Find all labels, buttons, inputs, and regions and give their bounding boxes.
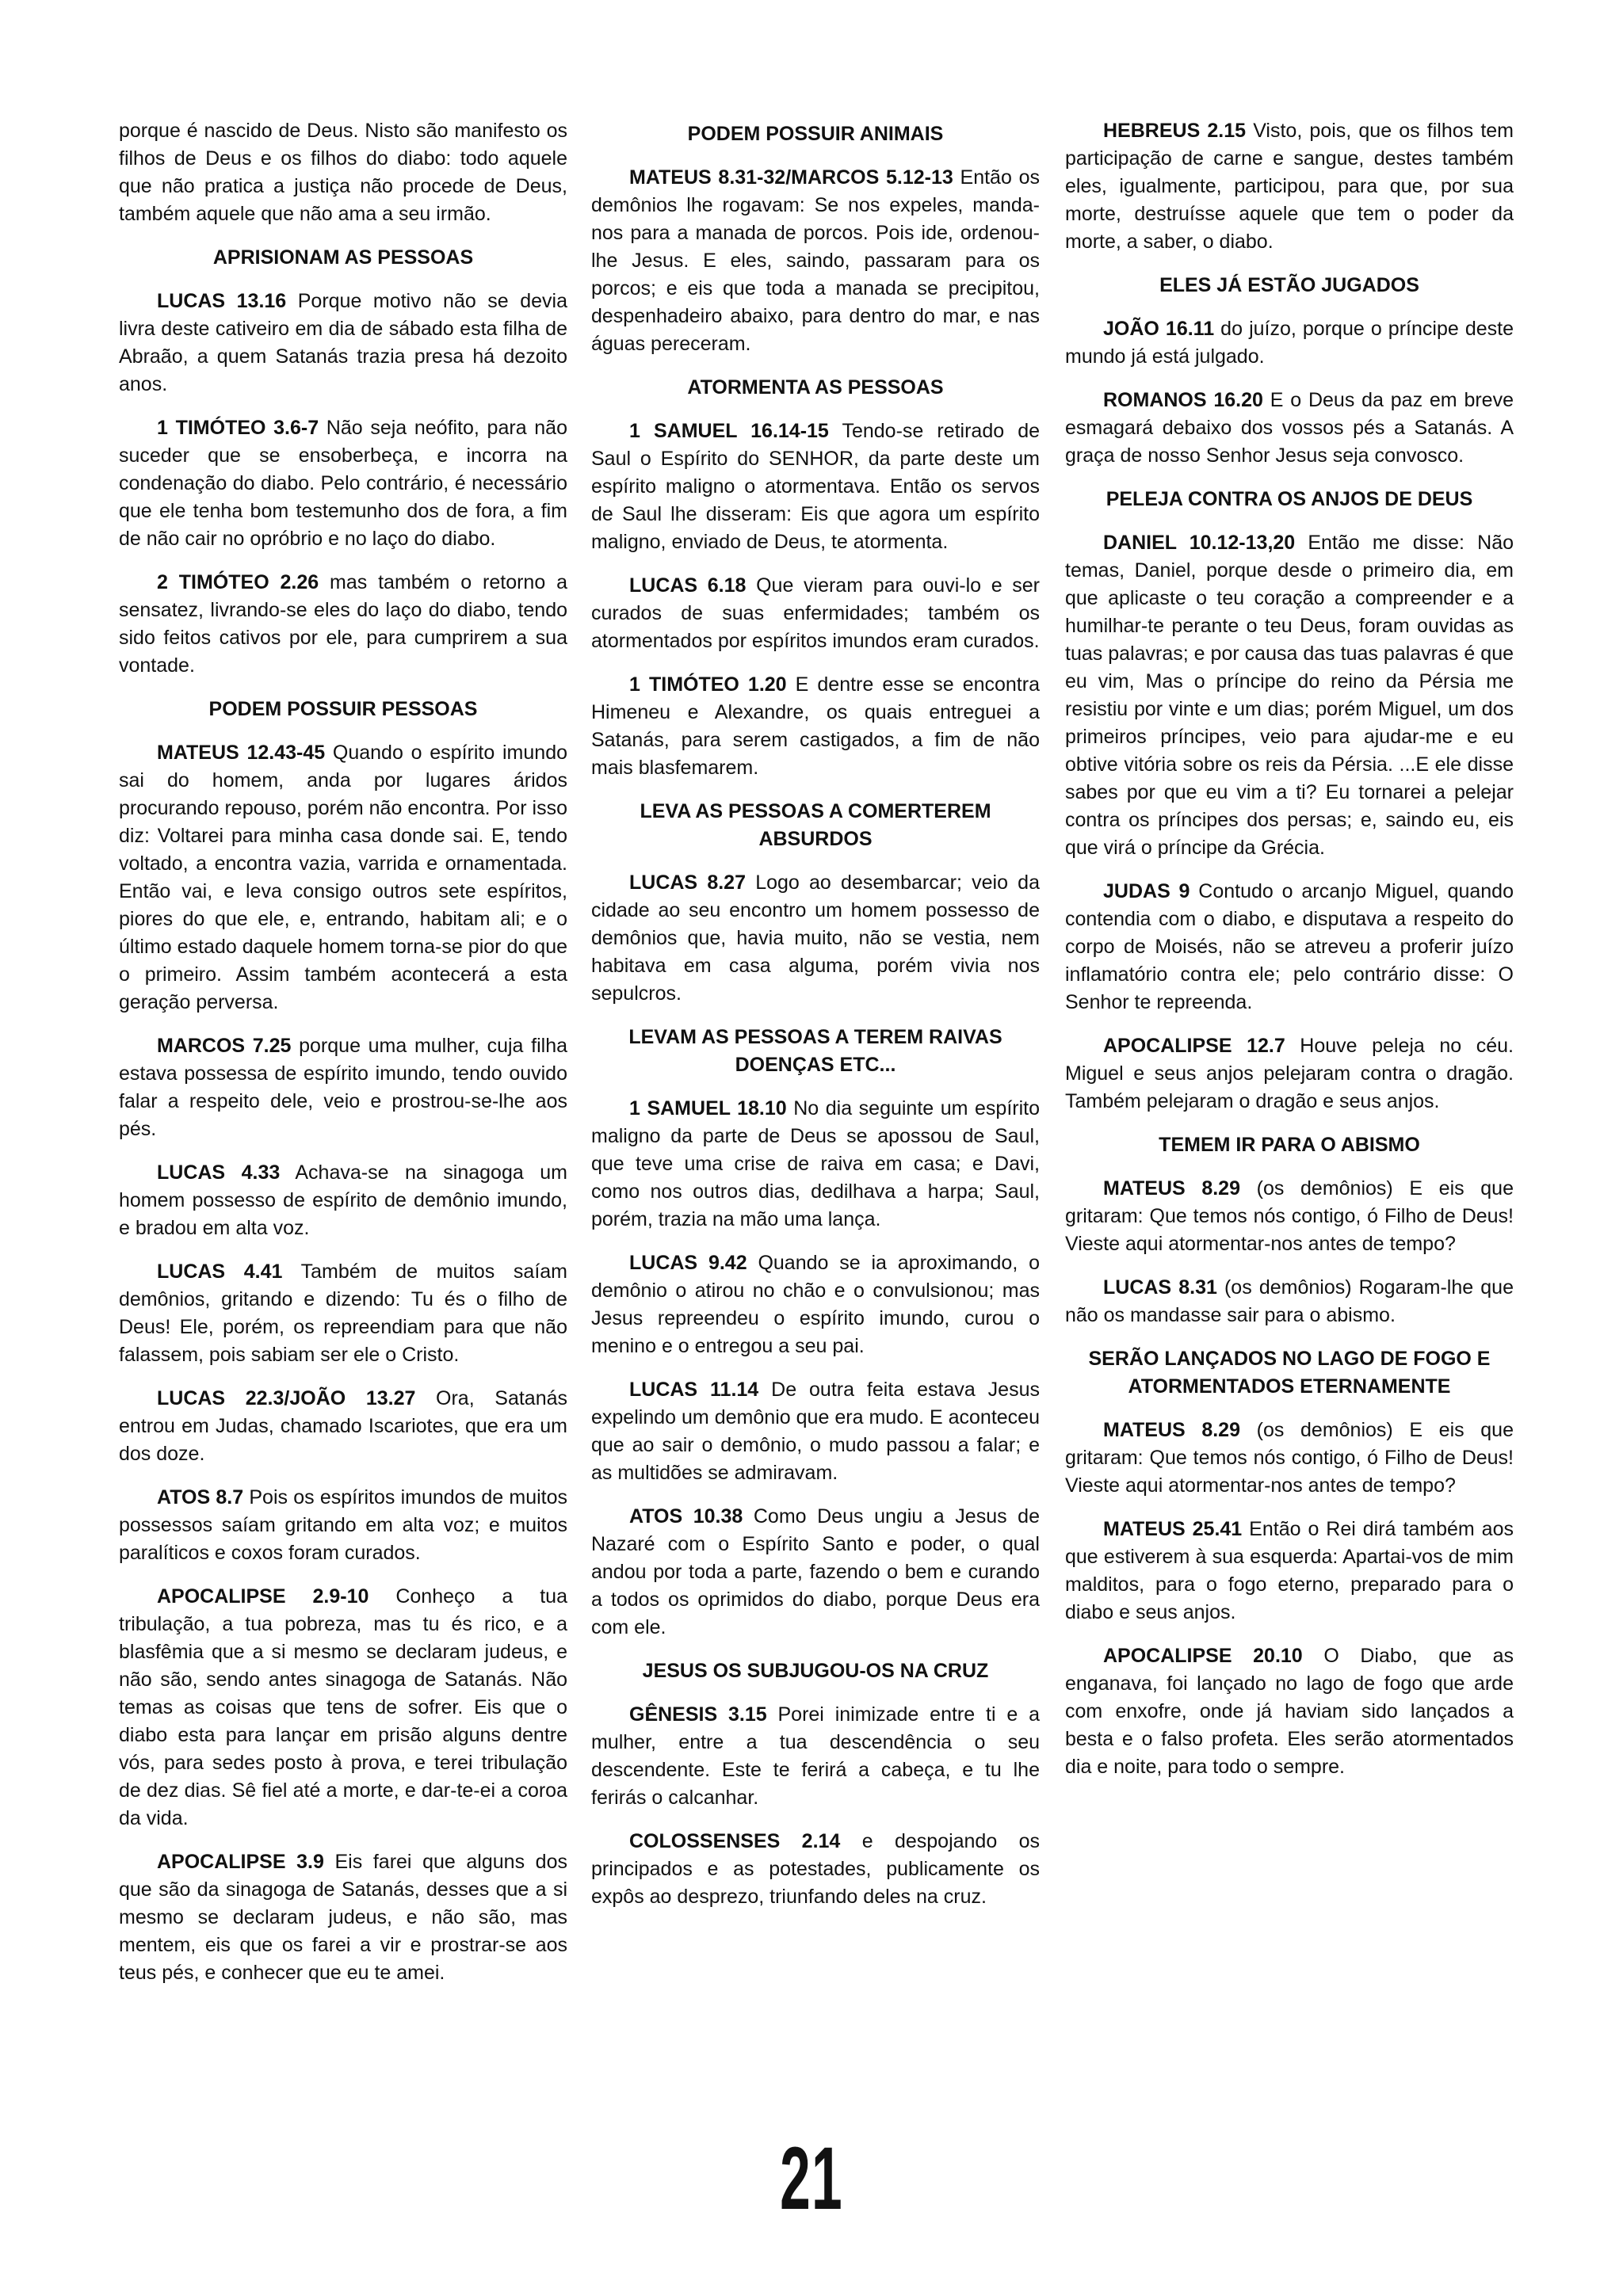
continued-paragraph <box>119 117 567 228</box>
verse-text: No dia seguinte um espírito maligno da parte de Deus se apossou de Saul, que teve uma crise de raiva em casa; e Davi, como nos outros dias, dedilhava a harpa; Saul, porém, trazia na mão uma lança. <box>591 1097 1041 1230</box>
verse-text: Porque motivo não se devia livra deste cativeiro em dia de sábado esta filha de Abraão, a quem Satanás trazia presa há dezoito anos. <box>119 290 567 395</box>
verse-paragraph <box>1065 1274 1514 1329</box>
verse-paragraph <box>119 739 567 1016</box>
verse-paragraph <box>119 1848 567 1987</box>
verse-paragraph <box>591 1095 1040 1234</box>
verse-reference: LUCAS 4.33 <box>157 1161 281 1184</box>
verse-text: Visto, pois, que os filhos tem participação de carne e sangue, destes também eles, igualmente, participou, para que, por sua morte, destruísse aquele que tem o poder da morte, a saber, o diabo. <box>1065 120 1514 253</box>
verse-text: Houve peleja no céu. Miguel e seus anjos pelejaram contra o dragão. Também pelejaram o dragão e seus anjos. <box>1065 1035 1514 1112</box>
verse-text: Como Deus ungiu a Jesus de Nazaré com o Espírito Santo e poder, o qual andou por toda a parte, fazendo o bem e curando a todos os oprimidos do diabo, porque Deus era com ele. <box>591 1505 1040 1638</box>
section-heading: PODEM POSSUIR PESSOAS <box>208 698 478 720</box>
verse-text: Logo ao desembarcar; veio da cidade ao seu encontro um homem possesso de demônios que, havia muito, não se vestia, nem habitava em casa alguma, porém vivia nos sepulcros. <box>591 871 1040 1005</box>
verse-reference: DANIEL 10.12-13,20 <box>1103 532 1296 554</box>
verse-text: e despojando os principados e as potestades, publicamente os expôs ao desprezo, triunfando deles na cruz. <box>591 1830 1040 1908</box>
verse-text: (os demônios) Rogaram-lhe que não os mandasse sair para o abismo. <box>1065 1276 1514 1326</box>
verse-text: Tendo-se retirado de Saul o Espírito do SENHOR, da parte deste um espírito maligno o atormentava. Então os servos de Saul lhe disseram: Eis que agora um espírito maligno, enviado de Deus, te atormenta. <box>591 420 1041 553</box>
verse-reference: MATEUS 8.29 <box>1103 1419 1240 1441</box>
verse-reference: 1 TIMÓTEO 1.20 <box>629 673 787 696</box>
verse-reference: JOÃO 16.11 <box>1103 318 1215 340</box>
verse-paragraph <box>119 569 567 680</box>
verse-paragraph <box>591 418 1040 556</box>
verse-text: Pois os espíritos imundos de muitos possessos saíam gritando em alta voz; e muitos paralíticos e coxos foram curados. <box>119 1486 567 1564</box>
verse-reference: MATEUS 25.41 <box>1103 1518 1243 1540</box>
verse-text: Ora, Satanás entrou em Judas, chamado Iscariotes, que era um dos doze. <box>119 1387 568 1465</box>
verse-paragraph <box>119 288 567 399</box>
section-heading: APRISIONAM AS PESSOAS <box>212 246 474 269</box>
verse-reference: APOCALIPSE 12.7 <box>1103 1035 1285 1057</box>
section-heading: SERÃO LANÇADOS NO LAGO DE FOGO E ATORMENTADOS ETERNAMENTE <box>1088 1348 1491 1398</box>
verse-reference: LUCAS 8.31 <box>1103 1276 1217 1299</box>
verse-reference: LUCAS 8.27 <box>629 871 746 894</box>
verse-reference: 1 TIMÓTEO 3.6-7 <box>157 417 319 439</box>
verse-reference: ATOS 8.7 <box>157 1486 244 1508</box>
section-heading: TEMEM IR PARA O ABISMO <box>1159 1134 1420 1156</box>
verse-paragraph <box>591 869 1040 1008</box>
document-page <box>119 117 1522 2145</box>
verse-text: (os demônios) E eis que gritaram: Que temos nós contigo, ó Filho de Deus! Vieste aqui atormentar-nos antes de tempo? <box>1065 1177 1514 1255</box>
verse-reference: COLOSSENSES 2.14 <box>629 1830 841 1852</box>
verse-text: Eis farei que alguns dos que são da sinagoga de Satanás, desses que a si mesmo se declaram judeus, e não são, mas mentem, eis que os farei a vir e prostrar-se aos teus pés, e conhecer que eu te amei. <box>119 1851 567 1984</box>
verse-paragraph <box>119 1484 567 1567</box>
verse-paragraph <box>1065 117 1514 256</box>
verse-text: De outra feita estava Jesus expelindo um demônio que era mudo. E aconteceu que ao sair o demônio, o mudo passou a falar; e as multidões se admiravam. <box>591 1379 1040 1484</box>
verse-reference: LUCAS 11.14 <box>629 1379 759 1401</box>
verse-reference: MARCOS 7.25 <box>157 1035 292 1057</box>
verse-paragraph <box>119 414 567 553</box>
verse-reference: HEBREUS 2.15 <box>1103 120 1247 142</box>
section-heading: ELES JÁ ESTÃO JUGADOS <box>1159 274 1419 296</box>
verse-paragraph <box>119 1032 567 1143</box>
page-number: 21 <box>780 2129 843 2228</box>
verse-reference: LUCAS 9.42 <box>629 1252 747 1274</box>
verse-text: Conheço a tua tribulação, a tua pobreza, mas tu és rico, e a blasfêmia que a si mesmo se declaram judeus, e não são, sendo antes sinagoga de Satanás. Não temas as coisas que tens de sofrer. Eis que o diabo esta para lançar em prisão alguns dentre vós, para sedes posto à prova, e terei tribulação de dez dias. Sê fiel até a morte, e dar-te-ei a coroa da vida. <box>119 1585 567 1829</box>
verse-paragraph <box>1065 1642 1514 1781</box>
verse-reference: APOCALIPSE 20.10 <box>1103 1645 1303 1667</box>
verse-paragraph <box>591 1701 1040 1812</box>
verse-paragraph <box>119 1159 567 1242</box>
verse-text: E o Deus da paz em breve esmagará debaixo dos vossos pés a Satanás. A graça de nosso Senhor Jesus seja convosco. <box>1065 389 1514 467</box>
verse-text: porque uma mulher, cuja filha estava possessa de espírito imundo, tendo ouvido falar a respeito dele, veio e prostrou-se-lhe aos pés. <box>119 1035 567 1140</box>
section-heading: ATORMENTA AS PESSOAS <box>687 376 944 399</box>
verse-reference: GÊNESIS 3.15 <box>629 1703 767 1726</box>
verse-reference: APOCALIPSE 2.9-10 <box>157 1585 369 1608</box>
verse-reference: 1 SAMUEL 18.10 <box>629 1097 787 1119</box>
verse-text: Contudo o arcanjo Miguel, quando contendia com o diabo, e disputava a respeito do corpo de Moisés, não se atreveu a proferir juízo inflamatório contra ele; pelo contrário disse: O Senhor te repreenda. <box>1065 880 1514 1013</box>
verse-text: Que vieram para ouvi-lo e ser curados de suas enfermidades; também os atormentados por espíritos imundos eram curados. <box>591 574 1040 652</box>
verse-paragraph <box>1065 529 1514 862</box>
verse-reference: MATEUS 8.29 <box>1103 1177 1240 1199</box>
verse-text: Porei inimizade entre ti e a mulher, entre a tua descendência o seu descendente. Este te ferirá a cabeça, e tu lhe ferirás o calcanhar. <box>591 1703 1040 1809</box>
verse-text: Quando se ia aproximando, o demônio o atirou no chão e o convulsionou; mas Jesus repreendeu o espírito imundo, curou o menino e o entregou a seu pai. <box>591 1252 1040 1357</box>
section-heading: LEVAM AS PESSOAS A TEREM RAIVAS DOENÇAS ETC... <box>628 1026 1002 1076</box>
verse-text: mas também o retorno a sensatez, livrando-se eles do laço do diabo, tendo sido feitos cativos por ele, para cumprirem a sua vontade. <box>119 571 567 677</box>
verse-paragraph <box>1065 1032 1514 1116</box>
verse-reference: LUCAS 22.3/JOÃO 13.27 <box>157 1387 416 1409</box>
verse-reference: JUDAS 9 <box>1103 880 1190 902</box>
section-heading: PELEJA CONTRA OS ANJOS DE DEUS <box>1106 488 1473 510</box>
verse-reference: LUCAS 4.41 <box>157 1261 283 1283</box>
verse-paragraph <box>1065 1417 1514 1500</box>
verse-reference: LUCAS 6.18 <box>629 574 747 597</box>
verse-text: Também de muitos saíam demônios, gritando e dizendo: Tu és o filho de Deus! Ele, porém, os repreendiam para que não falassem, pois sabiam ser ele o Cristo. <box>119 1261 567 1366</box>
verse-text: E dentre esse se encontra Himeneu e Alexandre, os quais entreguei a Satanás, para serem castigados, a fim de não mais blasfemarem. <box>591 673 1040 779</box>
verse-text: do juízo, porque o príncipe deste mundo já está julgado. <box>1065 318 1514 368</box>
verse-text: Então os demônios lhe rogavam: Se nos expeles, manda-nos para a manada de porcos. Pois ide, ordenou-lhe Jesus. E eles, saindo, passaram para os porcos; e eis que toda a manada se precipitou, despenhadeiro abaixo, para dentro do mar, e nas águas pereceram. <box>591 166 1040 355</box>
verse-reference: MATEUS 12.43-45 <box>157 742 326 764</box>
verse-paragraph <box>1065 315 1514 371</box>
verse-paragraph <box>591 1376 1040 1487</box>
verse-paragraph <box>119 1258 567 1369</box>
verse-reference: 1 SAMUEL 16.14-15 <box>629 420 829 442</box>
verse-paragraph <box>1065 1516 1514 1627</box>
verse-reference: 2 TIMÓTEO 2.26 <box>157 571 319 593</box>
verse-reference: ROMANOS 16.20 <box>1103 389 1263 411</box>
verse-paragraph <box>591 164 1040 358</box>
verse-text: Achava-se na sinagoga um homem possesso de espírito de demônio imundo, e bradou em alta voz. <box>119 1161 567 1239</box>
text-column-left <box>119 117 567 2003</box>
verse-paragraph <box>591 1249 1040 1360</box>
verse-paragraph <box>591 1828 1040 1911</box>
verse-paragraph <box>119 1385 567 1468</box>
verse-reference: LUCAS 13.16 <box>157 290 287 312</box>
verse-paragraph <box>1065 1175 1514 1258</box>
verse-paragraph <box>591 1503 1040 1642</box>
verse-paragraph <box>1065 387 1514 470</box>
verse-text: Então o Rei dirá também aos que estiverem à sua esquerda: Apartai-vos de mim malditos, para o fogo eterno, preparado para o diabo e seus anjos. <box>1065 1518 1514 1623</box>
verse-paragraph <box>591 671 1040 782</box>
section-heading: LEVA AS PESSOAS A COMERTEREM ABSURDOS <box>640 800 991 850</box>
verse-paragraph <box>1065 878 1514 1016</box>
verse-text: O Diabo, que as enganava, foi lançado no lago de fogo que arde com enxofre, onde já haviam sido lançados a besta e o falso profeta. Eles serão atormentados dia e noite, para todo o sempre. <box>1065 1645 1514 1778</box>
verse-text: Quando o espírito imundo sai do homem, anda por lugares áridos procurando repouso, porém não encontra. Por isso diz: Voltarei para minha casa donde sai. E, tendo voltado, a encontra vazia, varrida e ornamentada. Então vai, e leva consigo outros sete espíritos, piores do que ele, e, entrando, habitam ali; e o último estado daquele homem torna-se pior do que o primeiro. Assim também acontecerá a esta geração perversa. <box>119 742 567 1013</box>
text-column-middle <box>591 117 1040 1927</box>
verse-text: porque é nascido de Deus. Nisto são manifesto os filhos de Deus e os filhos do diabo: todo aquele que não pratica a justiça não procede de Deus, também aquele que não ama a seu irmão. <box>119 120 567 225</box>
section-heading: JESUS OS SUBJUGOU-OS NA CRUZ <box>642 1660 989 1682</box>
verse-text: Então me disse: Não temas, Daniel, porque desde o primeiro dia, em que aplicaste o teu coração a compreender e a humilhar-te perante o teu Deus, foram ouvidas as tuas palavras; e por causa das tuas palavras é que eu vim, Mas o príncipe do reino da Pérsia me resistiu por vinte e um dias; porém Miguel, um dos primeiros príncipes, veio para ajudar-me e eu obtive vitória sobre os reis da Pérsia. ...E ele disse sabes por que eu vim a ti? Eu tornarei a pelejar contra os príncipes dos persas; e, saindo eu, eis que virá o príncipe da Grécia. <box>1065 532 1514 859</box>
text-column-right <box>1065 117 1514 1797</box>
verse-text: (os demônios) E eis que gritaram: Que temos nós contigo, ó Filho de Deus! Vieste aqui atormentar-nos antes de tempo? <box>1065 1419 1514 1497</box>
verse-text: Não seja neófito, para não suceder que se ensoberbeça, e incorra na condenação do diabo. Pelo contrário, é necessário que ele tenha bom testemunho dos de fora, a fim de não cair no opróbrio e no laço do diabo. <box>119 417 567 550</box>
verse-paragraph <box>591 572 1040 655</box>
section-heading: PODEM POSSUIR ANIMAIS <box>687 123 944 145</box>
verse-reference: APOCALIPSE 3.9 <box>157 1851 324 1873</box>
verse-reference: MATEUS 8.31-32/MARCOS 5.12-13 <box>629 166 953 189</box>
verse-reference: ATOS 10.38 <box>629 1505 743 1527</box>
verse-paragraph <box>119 1583 567 1833</box>
